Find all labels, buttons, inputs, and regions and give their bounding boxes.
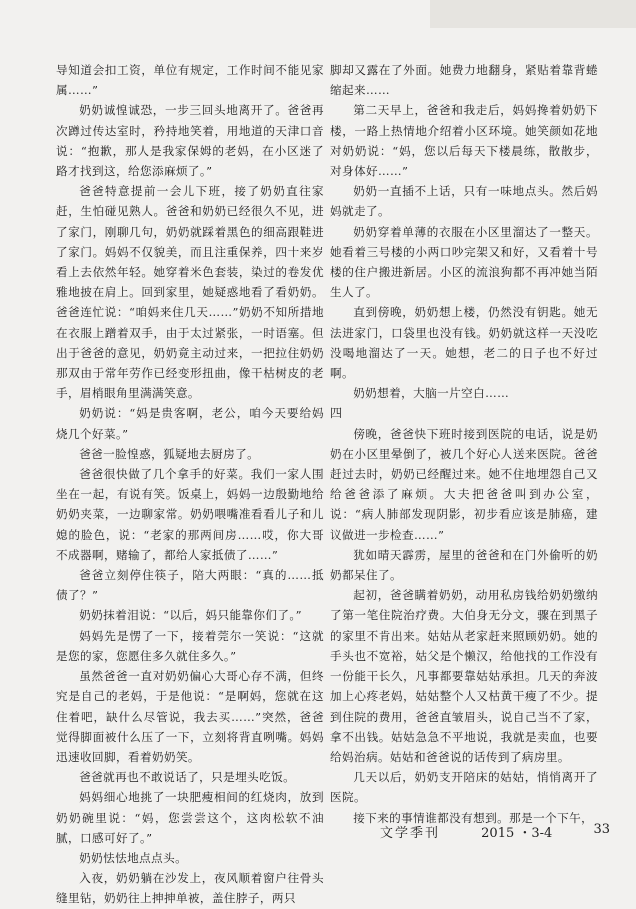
paragraph: 起初，爸爸瞒着奶奶，动用私房钱给奶奶缴纳了第一笔住院治疗费。大伯身无分文，骤在到黑子的家里不肯出来。姑姑从老家赶来照顾奶奶。她的手头也不宽裕，姑父是个懒汉，给他找的工作没有一份能干长久，凡事都要靠姑姑承担。几天的奔波加上心疼老妈，姑姑整个人又枯黄干瘦了不少。提到住院的费用，爸爸直皱眉头，说自己当不了家，拿不出钱。姑姑急急不平地说，我就是卖血，也要给妈治病。姑姑和爸爸说的话传到了病房里。 (330, 588, 598, 764)
paragraph: 妈妈先是愣了一下，接着莞尔一笑说：“这就是您的家，您愿住多久就住多久。” (56, 628, 324, 663)
paragraph: 奶奶想着，大脑一片空白…… (353, 386, 510, 401)
paragraph: 第二天早上，爸爸和我走后，妈妈搀着奶奶下楼，一路上热情地介绍着小区环境。她笑颜如花地对奶奶说：“妈，您以后每天下楼晨练，散散步，对身体好……” (330, 103, 598, 179)
page-footer (380, 822, 610, 841)
right-column-part-2 (330, 424, 598, 828)
right-column (330, 60, 598, 828)
paragraph: 直到傍晚，奶奶想上楼，仍然没有钥匙。她无法进家门，口袋里也没有钱。奶奶就这样一天没吃没喝地溜达了一天。她想，老二的日子也不好过啊。 (330, 305, 598, 381)
page-number: 33 (593, 822, 610, 837)
paragraph: 导知道会扣工资，单位有规定，工作时间不能见家属……” (56, 63, 324, 98)
paragraph: 傍晚，爸爸快下班时接到医院的电话，说是奶奶在小区里晕倒了，被几个好心人送来医院。爸爸赶过去时，奶奶已经醒过来。她不住地埋怨自己又给爸爸添了麻烦。大夫把爸爸叫到办公室，说：“病人肺部发现阴影，初步看应该是肺癌，建议做进一步检查……” (330, 426, 598, 542)
issue-number: 2015 ・3-4 (481, 826, 553, 841)
left-column (56, 60, 324, 909)
paragraph: 爸爸特意提前一会儿下班，接了奶奶直往家赶，生怕碰见熟人。爸爸和奶奶已经很久不见，进了家门，刚聊几句，奶奶就踩着黑色的细高跟鞋进了家门。妈妈不仅貌美，而且注重保养，四十来岁看上去依然年轻。她穿着米色套装，染过的卷发优雅地披在肩上。回到家里，她疑惑地看了看奶奶。爸爸连忙说：“咱妈来住几天……”奶奶不知所措地在衣服上蹭着双手，由于太过紧张，一时语塞。但出于爸爸的意见，奶奶竟主动过来，一把拉住奶奶那双由于常年劳作已经变形扭曲，像干枯树皮的老手，眉梢眼角里满满笑意。 (56, 184, 324, 401)
paragraph: 爸爸一脸惶惑，狐疑地去厨房了。 (79, 446, 260, 461)
paragraph: 奶奶说：“妈是贵客啊，老公，咱今天要给妈烧几个好菜。” (56, 406, 324, 441)
paragraph: 爸爸很快做了几个拿手的好菜。我们一家人围坐在一起，有说有笑。饭桌上，妈妈一边殷勤地给奶奶夹菜，一边聊家常。奶奶喂嘴准看看儿子和儿媳的脸色，说：“老家的那两间房……哎，你大哥不成器啊，赌输了，都给人家抵债了……” (56, 467, 324, 562)
paragraph: 几天以后，奶奶支开陪床的姑姑，悄悄离开了医院。 (330, 770, 598, 805)
paragraph: 奶奶穿着单薄的衣服在小区里溜达了一整天。她看着三号楼的小两口吵完架又和好，又看着十号楼的住户搬进新居。小区的流浪狗都不再冲她当陌生人了。 (330, 224, 598, 300)
section-number: 四 (330, 406, 343, 421)
paragraph: 奶奶怯怯地点点头。 (79, 850, 188, 865)
paragraph: 犹如晴天霹雳，屋里的爸爸和在门外偷听的奶奶都呆住了。 (330, 547, 598, 583)
paragraph: 奶奶诚惶诚恐，一步三回头地离开了。爸爸再次蹲过传达室时，矜持地笑着，用地道的天津口音说：“抱歉，那人是我家保姆的老妈，在小区迷了路才找到这，给您添麻烦了。” (56, 103, 324, 179)
paragraph: 爸爸立刻停住筷子，陪大两眼：“真的……抵债了？” (56, 568, 324, 603)
paragraph: 入夜，奶奶躺在沙发上，夜风顺着窗户往骨头缝里钻，奶奶往上抻抻单被，盖住脖子，两只 (56, 871, 324, 906)
paragraph: 奶奶一直插不上话，只有一味地点头。然后妈妈就走了。 (330, 184, 598, 219)
magazine-name: 文学季刊 (380, 826, 441, 841)
right-column-part-1 (330, 60, 598, 403)
paragraph: 接下来的事情谁都没有想到。那是一个下午， (353, 810, 594, 825)
paragraph: 奶奶抹着泪说：“以后，妈只能靠你们了。” (79, 608, 302, 623)
paragraph: 虽然爸爸一直对奶奶偏心大哥心存不满，但终究是自己的老妈，于是他说：“是啊妈，您就在这住着吧，缺什么尽管说，我去买……”突然，爸爸觉得脚面被什么压了一下，立刻将背直咧嘴。妈妈迅速收回脚，看着奶奶笑。 (56, 669, 324, 764)
paragraph: 爸爸就再也不敢说话了，只是埋头吃饭。 (79, 770, 296, 785)
paragraph: 妈妈细心地挑了一块肥瘦相间的红烧肉，放到奶奶碗里说：“妈，您尝尝这个，这肉松软不油腻，口感可好了。” (56, 790, 324, 845)
paragraph: 脚却又露在了外面。她费力地翻身，紧贴着靠背蜷缩起来…… (330, 63, 598, 98)
